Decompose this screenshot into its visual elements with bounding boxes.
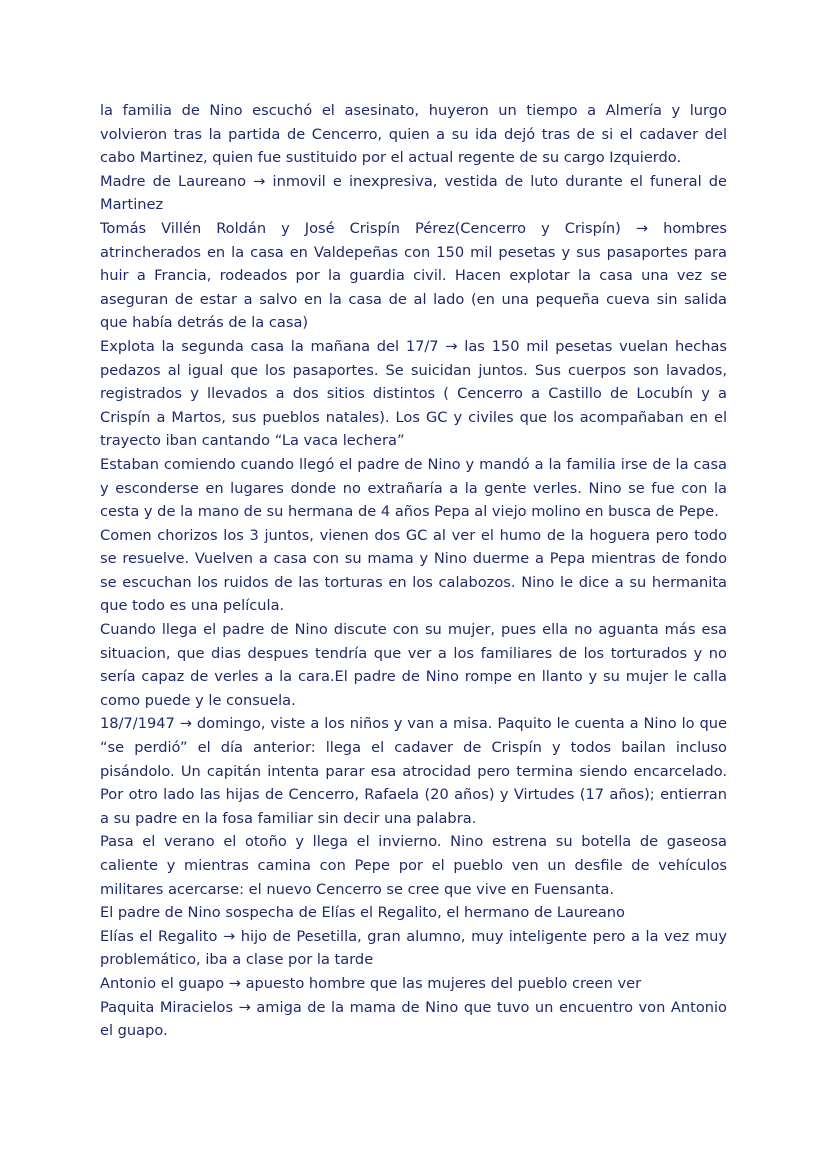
paragraph: Cuando llega el padre de Nino discute con su mujer, pues ella no aguanta más esa situacion, que dias despues tendría que ver a los familiares de los torturados y no sería capaz de verles a la cara.El padre de Nino rompe en llanto y su mujer le calla como puede y le consuela. <box>100 621 727 709</box>
paragraph: Antonio el guapo → apuesto hombre que las mujeres del pueblo creen ver <box>100 974 642 992</box>
document-body <box>100 99 727 1043</box>
paragraph: Paquita Miracielos → amiga de la mama de Nino que tuvo un encuentro von Antonio el guapo. <box>100 998 727 1040</box>
paragraph: El padre de Nino sospecha de Elías el Regalito, el hermano de Laureano <box>100 904 625 922</box>
paragraph: Explota la segunda casa la mañana del 17/7 → las 150 mil pesetas vuelan hechas pedazos al igual que los pasaportes. Se suicidan juntos. Sus cuerpos son lavados, registrados y llevados a dos sitios distintos ( Cencerro a Castillo de Locubín y a Crispín a Martos, sus pueblos natales). Los GC y civiles que los acompañaban en el trayecto iban cantando “La vaca lechera” <box>100 337 727 450</box>
paragraph: Elías el Regalito → hijo de Pesetilla, gran alumno, muy inteligente pero a la vez muy problemático, iba a clase por la tarde <box>100 927 727 969</box>
paragraph: Pasa el verano el otoño y llega el invierno. Nino estrena su botella de gaseosa caliente y mientras camina con Pepe por el pueblo ven un desfile de vehículos militares acercarse: el nuevo Cencerro se cree que vive en Fuensanta. <box>100 833 727 898</box>
paragraph: Madre de Laureano → inmovil e inexpresiva, vestida de luto durante el funeral de Martinez <box>100 172 727 214</box>
paragraph: Comen chorizos los 3 juntos, vienen dos GC al ver el humo de la hoguera pero todo se resuelve. Vuelven a casa con su mama y Nino duerme a Pepa mientras de fondo se escuchan los ruidos de las torturas en los calabozos. Nino le dice a su hermanita que todo es una película. <box>100 526 727 615</box>
paragraph: la familia de Nino escuchó el asesinato, huyeron un tiempo a Almería y lurgo volvieron tras la partida de Cencerro, quien a su ida dejó tras de si el cadaver del cabo Martinez, quien fue sustituido por el actual regente de su cargo Izquierdo. <box>100 102 727 167</box>
paragraph: Tomás Villén Roldán y José Crispín Pérez(Cencerro y Crispín) → hombres atrincherados en la casa en Valdepeñas con 150 mil pesetas y sus pasaportes para huir a Francia, rodeados por la guardia civil. Hacen explotar la casa una vez se aseguran de estar a salvo en la casa de al lado (en una pequeña cueva sin salida que había detrás de la casa) <box>100 219 727 332</box>
paragraph: 18/7/1947 → domingo, viste a los niños y van a misa. Paquito le cuenta a Nino lo que “se perdió” el día anterior: llega el cadaver de Crispín y todos bailan incluso pisándolo. Un capitán intenta parar esa atrocidad pero termina siendo encarcelado. Por otro lado las hijas de Cencerro, Rafaela (20 años) y Virtudes (17 años); entierran a su padre en la fosa familiar sin decir una palabra. <box>100 715 727 827</box>
paragraph: Estaban comiendo cuando llegó el padre de Nino y mandó a la familia irse de la casa y esconderse en lugares donde no extrañaría a la gente verles. Nino se fue con la cesta y de la mano de su hermana de 4 años Pepa al viejo molino en busca de Pepe. <box>100 455 727 521</box>
